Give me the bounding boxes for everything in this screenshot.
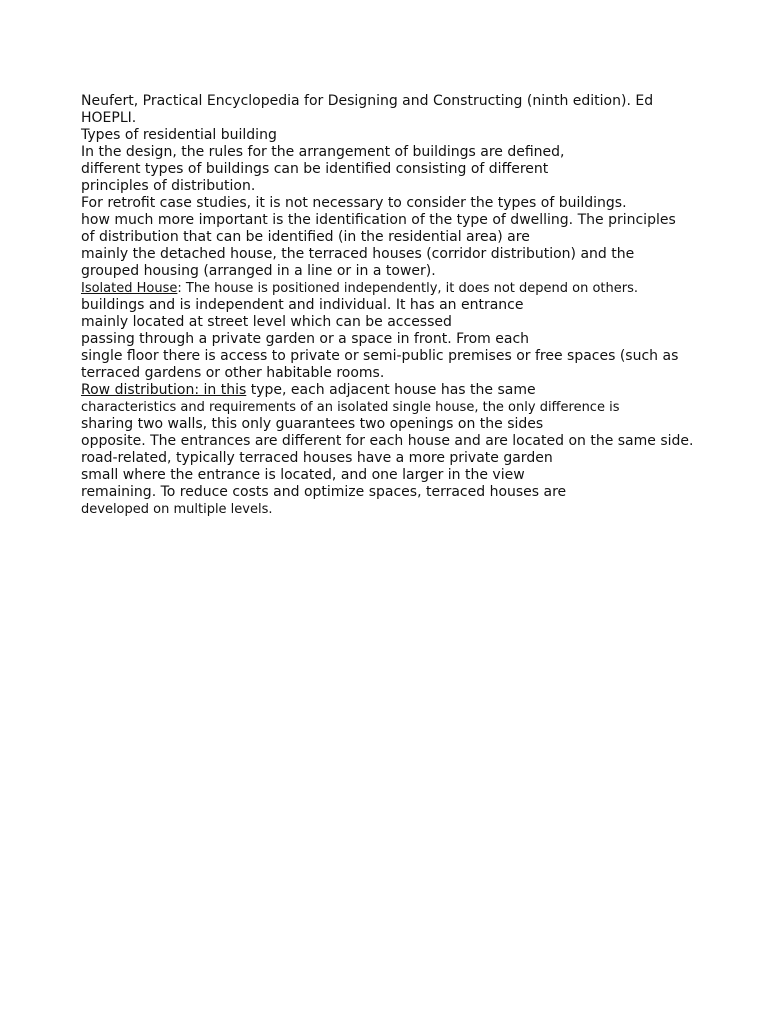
paragraph-line: In the design, the rules for the arrangement of buildings are defined,: [81, 144, 565, 160]
paragraph-line: mainly the detached house, the terraced houses (corridor distribution) and the: [81, 246, 635, 262]
paragraph-line: sharing two walls, this only guarantees two openings on the sides: [81, 416, 544, 432]
document-body: [81, 93, 761, 518]
row-distribution-line: [81, 382, 761, 399]
citation-line-1: Neufert, Practical Encyclopedia for Designing and Constructing (ninth edition). Ed: [81, 93, 654, 109]
paragraph-line: characteristics and requirements of an isolated single house, the only difference is: [81, 400, 620, 415]
paragraph-line: small where the entrance is located, and one larger in the view: [81, 467, 525, 483]
paragraph-line: how much more important is the identification of the type of dwelling. The principles: [81, 212, 676, 228]
row-distribution-text: type, each adjacent house has the same: [246, 382, 536, 398]
paragraph-line: of distribution that can be identified (in the residential area) are: [81, 229, 530, 245]
paragraph-line: developed on multiple levels.: [81, 502, 273, 517]
paragraph-line: For retrofit case studies, it is not necessary to consider the types of buildings.: [81, 195, 627, 211]
isolated-house-text: : The house is positioned independently, it does not depend on others.: [177, 281, 639, 296]
paragraph-line: terraced gardens or other habitable rooms.: [81, 365, 385, 381]
isolated-house-label: Isolated House: [81, 281, 178, 296]
paragraph-line: single floor there is access to private or semi-public premises or free spaces (such as: [81, 348, 679, 364]
paragraph-line: mainly located at street level which can be accessed: [81, 314, 452, 330]
paragraph-line: passing through a private garden or a space in front. From each: [81, 331, 530, 347]
paragraph-line: different types of buildings can be identified consisting of different: [81, 161, 549, 177]
paragraph-line: road-related, typically terraced houses have a more private garden: [81, 450, 553, 466]
paragraph-line: principles of distribution.: [81, 178, 256, 194]
citation-line-2: HOEPLI.: [81, 110, 137, 126]
section-heading: Types of residential building: [81, 127, 277, 143]
paragraph-line: opposite. The entrances are different for each house and are located on the same side.: [81, 433, 694, 449]
isolated-house-line: [81, 280, 761, 297]
paragraph-line: remaining. To reduce costs and optimize spaces, terraced houses are: [81, 484, 567, 500]
row-distribution-label: Row distribution: in this: [81, 382, 247, 398]
paragraph-line: grouped housing (arranged in a line or in a tower).: [81, 263, 436, 279]
paragraph-line: buildings and is independent and individual. It has an entrance: [81, 297, 524, 313]
